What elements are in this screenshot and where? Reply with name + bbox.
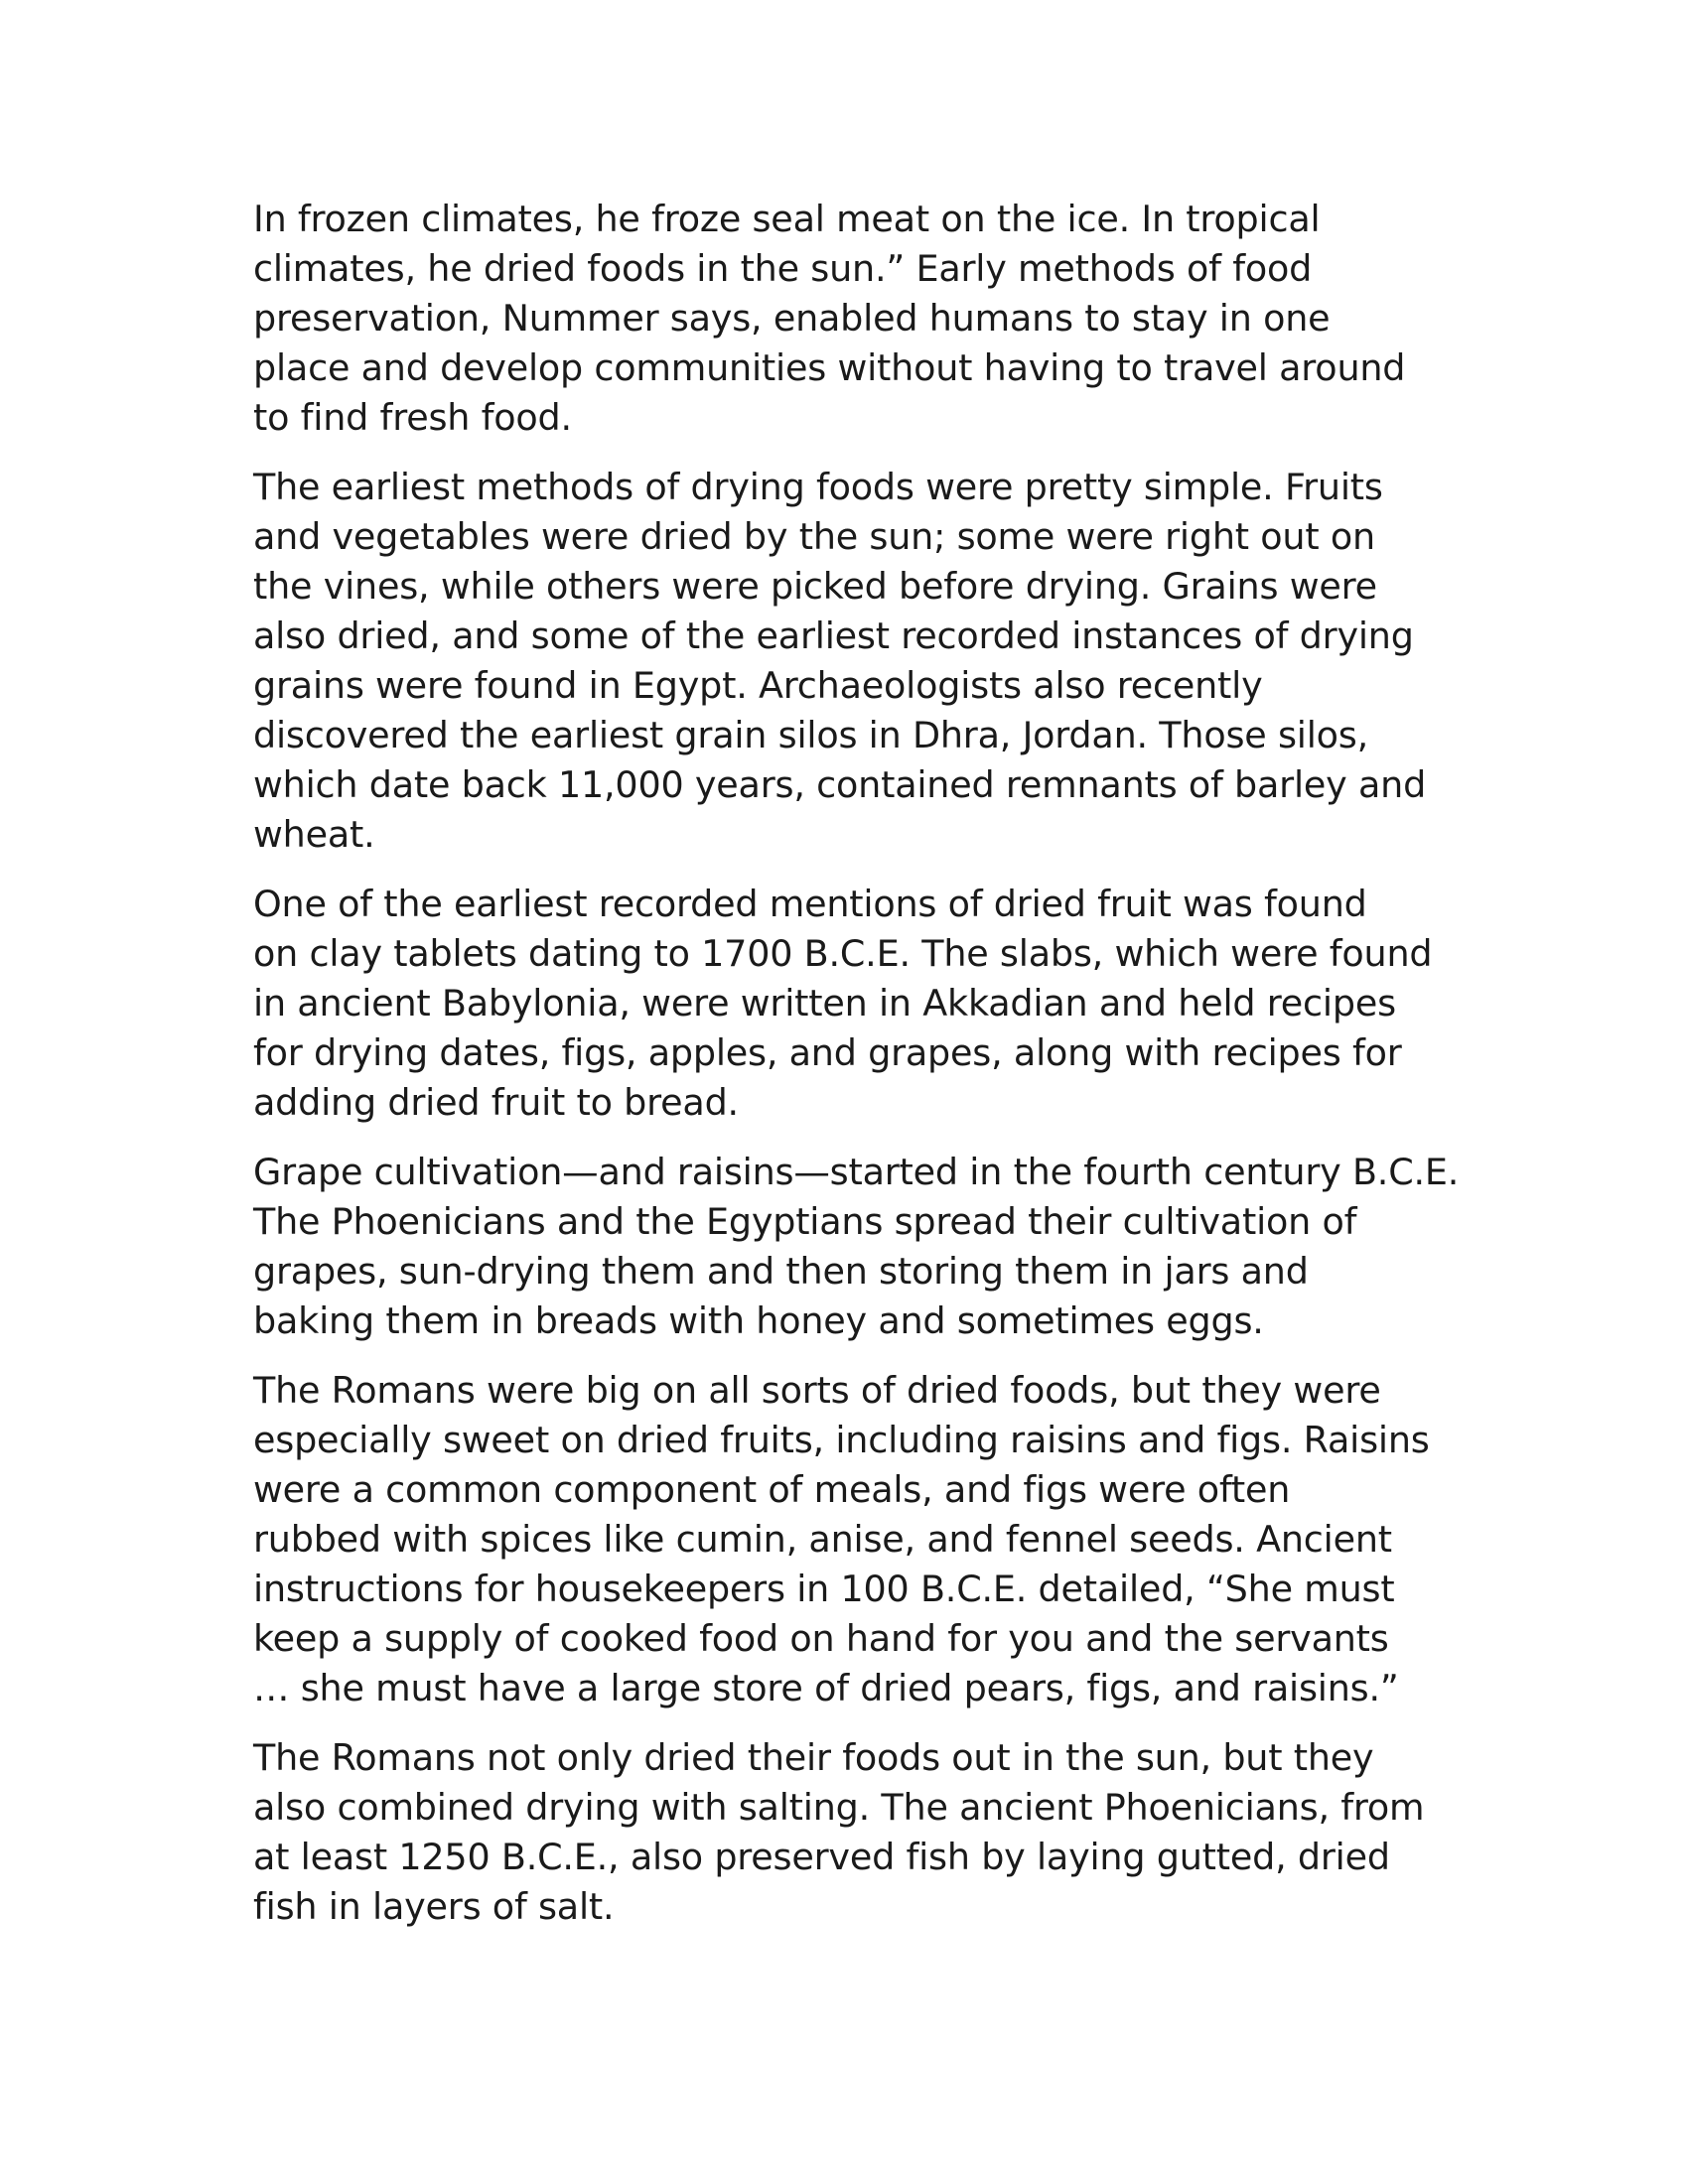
text-line: and vegetables were dried by the sun; some were right out on: [253, 515, 1375, 558]
text-line: baking them in breads with honey and sometimes eggs.: [253, 1299, 1264, 1342]
text-line: at least 1250 B.C.E., also preserved fish by laying gutted, dried: [253, 1836, 1390, 1878]
text-line: adding dried fruit to bread.: [253, 1081, 739, 1124]
text-line: One of the earliest recorded mentions of dried fruit was found: [253, 883, 1367, 925]
text-line: climates, he dried foods in the sun.” Early methods of food: [253, 247, 1313, 290]
text-line: … she must have a large store of dried pears, figs, and raisins.”: [253, 1667, 1399, 1709]
text-line: The earliest methods of drying foods were pretty simple. Fruits: [253, 466, 1383, 508]
text-line: grapes, sun-drying them and then storing them in jars and: [253, 1250, 1309, 1293]
text-line: on clay tablets dating to 1700 B.C.E. The slabs, which were found: [253, 932, 1433, 975]
text-line: for drying dates, figs, apples, and grapes, along with recipes for: [253, 1031, 1402, 1074]
text-line: instructions for housekeepers in 100 B.C.E. detailed, “She must: [253, 1568, 1395, 1610]
body-text: [253, 195, 1484, 1952]
text-line: fish in layers of salt.: [253, 1885, 615, 1928]
text-line: wheat.: [253, 813, 375, 856]
text-line: also dried, and some of the earliest recorded instances of drying: [253, 614, 1414, 657]
text-line: also combined drying with salting. The ancient Phoenicians, from: [253, 1786, 1425, 1829]
paragraph-3: [253, 880, 1484, 1128]
paragraph-4: [253, 1148, 1484, 1346]
text-line: which date back 11,000 years, contained remnants of barley and: [253, 763, 1427, 806]
text-line: keep a supply of cooked food on hand for you and the servants: [253, 1617, 1389, 1660]
text-line: Grape cultivation—and raisins—started in the fourth century B.C.E.: [253, 1151, 1460, 1193]
text-line: The Romans were big on all sorts of dried foods, but they were: [253, 1369, 1381, 1412]
text-line: preservation, Nummer says, enabled humans to stay in one: [253, 297, 1331, 340]
text-line: grains were found in Egypt. Archaeologists also recently: [253, 664, 1263, 707]
text-line: to find fresh food.: [253, 396, 572, 439]
text-line: In frozen climates, he froze seal meat on the ice. In tropical: [253, 198, 1321, 240]
text-line: The Phoenicians and the Egyptians spread their cultivation of: [253, 1200, 1357, 1243]
text-line: place and develop communities without having to travel around: [253, 346, 1406, 389]
paragraph-2: [253, 463, 1484, 860]
text-line: The Romans not only dried their foods out in the sun, but they: [253, 1736, 1374, 1779]
text-line: were a common component of meals, and figs were often: [253, 1468, 1291, 1511]
paragraph-1: [253, 195, 1484, 443]
text-line: especially sweet on dried fruits, including raisins and figs. Raisins: [253, 1419, 1430, 1461]
text-line: in ancient Babylonia, were written in Akkadian and held recipes: [253, 982, 1396, 1024]
paragraph-6: [253, 1733, 1484, 1932]
text-line: rubbed with spices like cumin, anise, and fennel seeds. Ancient: [253, 1518, 1392, 1561]
paragraph-5: [253, 1366, 1484, 1713]
text-line: the vines, while others were picked before drying. Grains were: [253, 565, 1377, 608]
text-line: discovered the earliest grain silos in Dhra, Jordan. Those silos,: [253, 714, 1368, 756]
